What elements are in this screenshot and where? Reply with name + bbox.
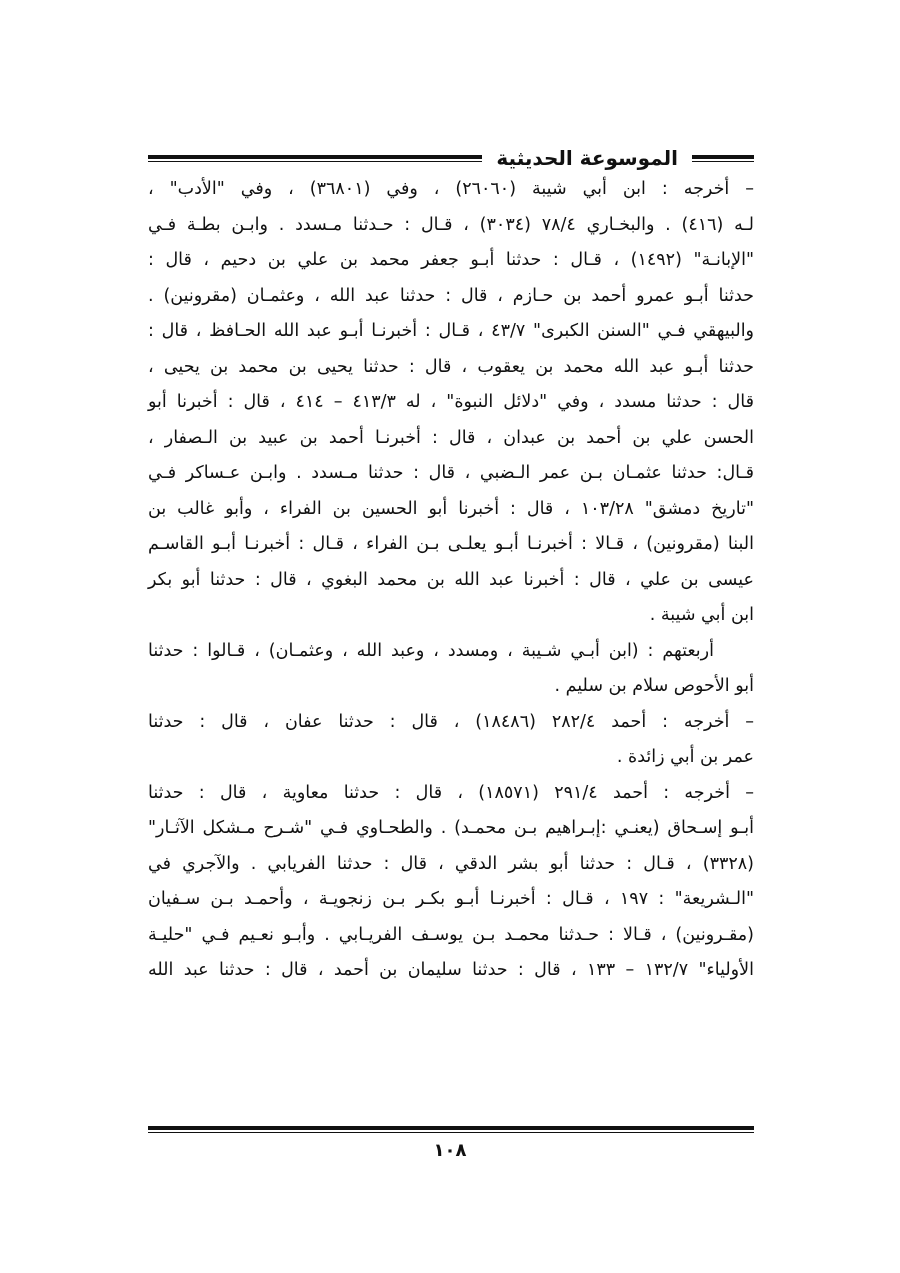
text-line: أربعتهم : (ابن أبـي شـيبة ، ومسدد ، وعبد الله ، وعثمـان) ، قـالوا : حدثنا <box>148 640 714 661</box>
text-line: أبـو إسـحاق (يعنـي :إبـراهيم بـن محمـد) . والطحـاوي فـي "شـرح مـشكل الآثـار" <box>148 818 754 838</box>
page-number: ١٠٨ <box>433 1140 467 1161</box>
text-line: "الـشريعة" : ١٩٧ ، قـال : أخبرنـا أبـو بكـر بـن زنجويـة ، وأحمـد بـن سـفيان <box>148 889 754 909</box>
text-line: "الإبانـة" (١٤٩٢) ، قـال : حدثنا أبـو جعفر محمد بن علي بن دحيم ، قال : <box>148 250 754 270</box>
text-line: (مقـرونين) ، قـالا : حـدثنا محمـد بـن يوسـف الفريـابي . وأبـو نعـيم فـي "حليـة <box>148 924 754 945</box>
text-line: "تاريخ دمشق" ١٠٣/٢٨ ، قال : أخبرنا أبو الحسين بن الفراء ، وأبو غالب بن <box>148 498 755 519</box>
header-rule-right <box>692 155 754 162</box>
text-line: أبو الأحوص سلام بن سليم . <box>554 676 754 696</box>
text-line: البنا (مقرونين) ، قـالا : أخبرنـا أبـو يعلـى بـن الفراء ، قـال : أخبرنـا أبـو القاسـم <box>148 534 754 554</box>
text-line: (٣٣٢٨) ، قـال : حدثنا أبو بشر الدقي ، قال : حدثنا الفريابي . والآجري في <box>148 853 754 874</box>
text-line: حدثنا أبـو عمرو أحمد بن حـازم ، قال : حدثنا عبد الله ، وعثمـان (مقرونين) . <box>148 285 754 306</box>
text-line: – أخرجه : أحمد ٢٨٢/٤ (١٨٤٨٦) ، قال : حدثنا عفان ، قال : حدثنا <box>148 711 755 732</box>
text-line: عيسى بن علي ، قال : أخبرنا عبد الله بن محمد البغوي ، قال : حدثنا أبو بكر <box>148 569 754 590</box>
footer-rule <box>148 1126 754 1133</box>
text-line: الأولياء" ١٣٢/٧ – ١٣٣ ، قال : حدثنا سليمان بن أحمد ، قال : حدثنا عبد الله <box>148 960 754 980</box>
text-line: عمر بن أبي زائدة . <box>616 747 754 767</box>
text-line: الحسن علي بن أحمد بن عبدان ، قال : أخبرنـا أحمد بن عبيد بن الـصفار ، <box>148 427 754 448</box>
text-line: – أخرجه : أحمد ٢٩١/٤ (١٨٥٧١) ، قال : حدثنا معاوية ، قال : حدثنا <box>148 782 754 803</box>
text-line: ابن أبي شيبة . <box>649 605 754 625</box>
text-line: حدثنا أبـو عبد الله محمد بن يعقوب ، قال : حدثنا يحيى بن محمد بن يحيى ، <box>148 356 754 377</box>
header-rule-left <box>148 155 482 162</box>
text-line: – أخرجه : ابن أبي شيبة (٢٦٠٦٠) ، وفي (٣٦٨٠١) ، وفي "الأدب" ، <box>148 179 754 199</box>
header-title: الموسوعة الحديثية <box>496 146 678 170</box>
text-line: والبيهقي فـي "السنن الكبرى" ٤٣/٧ ، قـال : أخبرنـا أبـو عبد الله الحـافظ ، قال : <box>148 321 755 341</box>
text-line: قـال: حدثنا عثمـان بـن عمر الـضبي ، قال : حدثنا مـسدد . وابـن عـساكر فـي <box>148 463 754 483</box>
body-text <box>148 172 754 989</box>
text-line: قال : حدثنا مسدد ، وفي "دلائل النبوة" ، له ٤١٣/٣ – ٤١٤ ، قال : أخبرنا أبو <box>148 392 754 412</box>
text-line: لـه (٤١٦) . والبخـاري ٧٨/٤ (٣٠٣٤) ، قـال : حـدثنا مـسدد . وابـن بطـة فـي <box>148 214 754 235</box>
